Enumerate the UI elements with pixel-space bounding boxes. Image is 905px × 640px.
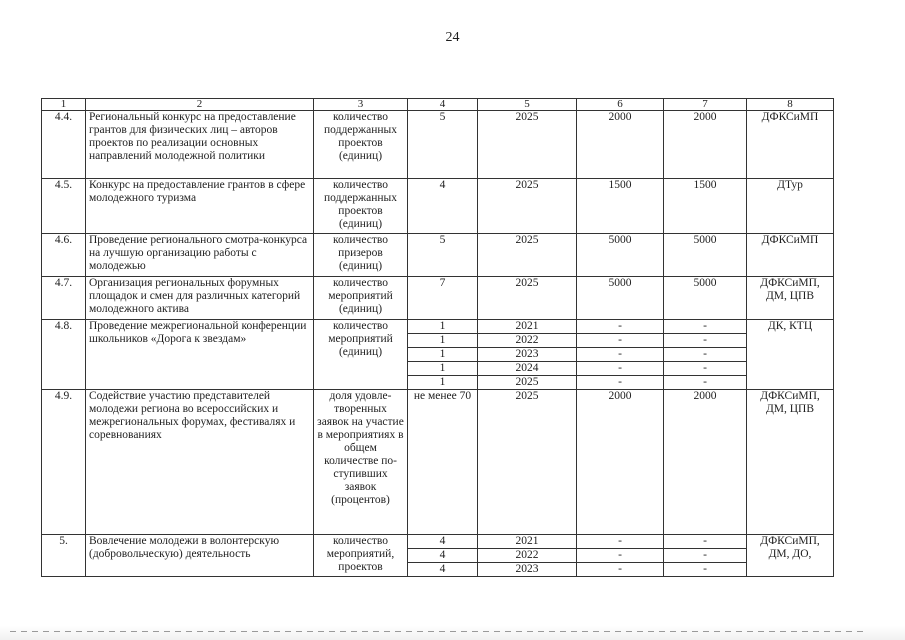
- indicator-value: 4: [408, 179, 478, 234]
- event-name: Проведение межрегиональной конференции школьников «Дорога к звездам»: [86, 320, 314, 390]
- funding-col6: -: [577, 549, 664, 563]
- funding-col6: -: [577, 334, 664, 348]
- scan-edge: [0, 626, 905, 640]
- indicator: количество поддержанных проектов (единиц): [314, 179, 408, 234]
- funding-col7: 2000: [664, 111, 747, 179]
- row-number: 4.7.: [42, 277, 86, 320]
- year: 2025: [478, 376, 577, 390]
- funding-col7: -: [664, 563, 747, 577]
- indicator: количество поддержанных проектов (единиц): [314, 111, 408, 179]
- indicator-value: 1: [408, 334, 478, 348]
- indicator-value: 7: [408, 277, 478, 320]
- indicator: количество мероприятий (единиц): [314, 277, 408, 320]
- year: 2021: [478, 320, 577, 334]
- year: 2025: [478, 111, 577, 179]
- executor: ДФКСиМП, ДМ, ДО,: [747, 535, 834, 577]
- indicator-value: 4: [408, 549, 478, 563]
- header-cell: 2: [86, 99, 314, 111]
- year: 2023: [478, 348, 577, 362]
- header-cell: 7: [664, 99, 747, 111]
- row-number: 4.4.: [42, 111, 86, 179]
- page-number: 24: [445, 30, 460, 45]
- row-number: 5.: [42, 535, 86, 577]
- table-row: [42, 179, 834, 234]
- indicator-value: не менее 70: [408, 390, 478, 535]
- year: 2022: [478, 549, 577, 563]
- funding-col7: -: [664, 334, 747, 348]
- funding-col7: -: [664, 549, 747, 563]
- funding-col7: 2000: [664, 390, 747, 535]
- header-cell: 8: [747, 99, 834, 111]
- event-name: Конкурс на предоставление грантов в сфере молодежного туризма: [86, 179, 314, 234]
- funding-col7: 5000: [664, 234, 747, 277]
- funding-col6: 5000: [577, 277, 664, 320]
- indicator: количество мероприятий (единиц): [314, 320, 408, 390]
- year: 2024: [478, 362, 577, 376]
- header-cell: 6: [577, 99, 664, 111]
- year: 2021: [478, 535, 577, 549]
- indicator-value: 1: [408, 320, 478, 334]
- funding-col7: -: [664, 362, 747, 376]
- year: 2025: [478, 234, 577, 277]
- event-name: Региональный конкурс на предоставление грантов для физических лиц – авторов проектов по реализации основных направлений молодежной политики: [86, 111, 314, 179]
- indicator-value: 1: [408, 376, 478, 390]
- year: 2022: [478, 334, 577, 348]
- funding-col7: -: [664, 535, 747, 549]
- funding-col6: 5000: [577, 234, 664, 277]
- header-cell: 5: [478, 99, 577, 111]
- indicator: доля удовле-творенных заявок на участие в мероприятиях в общем количестве по-ступивших заявок (процентов): [314, 390, 408, 535]
- indicator-value: 4: [408, 535, 478, 549]
- row-number: 4.5.: [42, 179, 86, 234]
- program-table: [41, 98, 834, 577]
- indicator-value: 1: [408, 362, 478, 376]
- header-cell: 4: [408, 99, 478, 111]
- indicator-value: 4: [408, 563, 478, 577]
- year: 2025: [478, 277, 577, 320]
- table-row: [42, 535, 834, 549]
- row-number: 4.6.: [42, 234, 86, 277]
- indicator: количество призеров (единиц): [314, 234, 408, 277]
- funding-col7: -: [664, 376, 747, 390]
- row-number: 4.9.: [42, 390, 86, 535]
- column-number-row: [42, 99, 834, 111]
- table-row: [42, 390, 834, 535]
- year: 2023: [478, 563, 577, 577]
- table-row: [42, 111, 834, 179]
- executor: ДФКСиМП: [747, 111, 834, 179]
- event-name: Содействие участию представителей молодежи региона во всероссийских и межрегиональных форумах, фестивалях и соревнованиях: [86, 390, 314, 535]
- table-row: [42, 320, 834, 334]
- funding-col7: 5000: [664, 277, 747, 320]
- funding-col6: -: [577, 535, 664, 549]
- indicator-value: 5: [408, 111, 478, 179]
- indicator: количество мероприятий, проектов: [314, 535, 408, 577]
- funding-col6: 2000: [577, 111, 664, 179]
- funding-col6: -: [577, 563, 664, 577]
- funding-col7: -: [664, 348, 747, 362]
- year: 2025: [478, 179, 577, 234]
- event-name: Проведение регионального смотра-конкурса на лучшую организацию работы с молодежью: [86, 234, 314, 277]
- funding-col6: -: [577, 320, 664, 334]
- table-row: [42, 234, 834, 277]
- header-cell: 3: [314, 99, 408, 111]
- funding-col7: -: [664, 320, 747, 334]
- row-number: 4.8.: [42, 320, 86, 390]
- executor: ДФКСиМП: [747, 234, 834, 277]
- year: 2025: [478, 390, 577, 535]
- funding-col7: 1500: [664, 179, 747, 234]
- indicator-value: 5: [408, 234, 478, 277]
- funding-col6: -: [577, 348, 664, 362]
- executor: ДТур: [747, 179, 834, 234]
- executor: ДФКСиМП, ДМ, ЦПВ: [747, 277, 834, 320]
- executor: ДК, КТЦ: [747, 320, 834, 390]
- table-row: [42, 277, 834, 320]
- funding-col6: -: [577, 376, 664, 390]
- header-cell: 1: [42, 99, 86, 111]
- event-name: Организация региональных форумных площадок и смен для различных категорий молодежного актива: [86, 277, 314, 320]
- funding-col6: 1500: [577, 179, 664, 234]
- funding-col6: -: [577, 362, 664, 376]
- event-name: Вовлечение молодежи в волонтерскую (добровольческую) деятельность: [86, 535, 314, 577]
- indicator-value: 1: [408, 348, 478, 362]
- executor: ДФКСиМП, ДМ, ЦПВ: [747, 390, 834, 535]
- funding-col6: 2000: [577, 390, 664, 535]
